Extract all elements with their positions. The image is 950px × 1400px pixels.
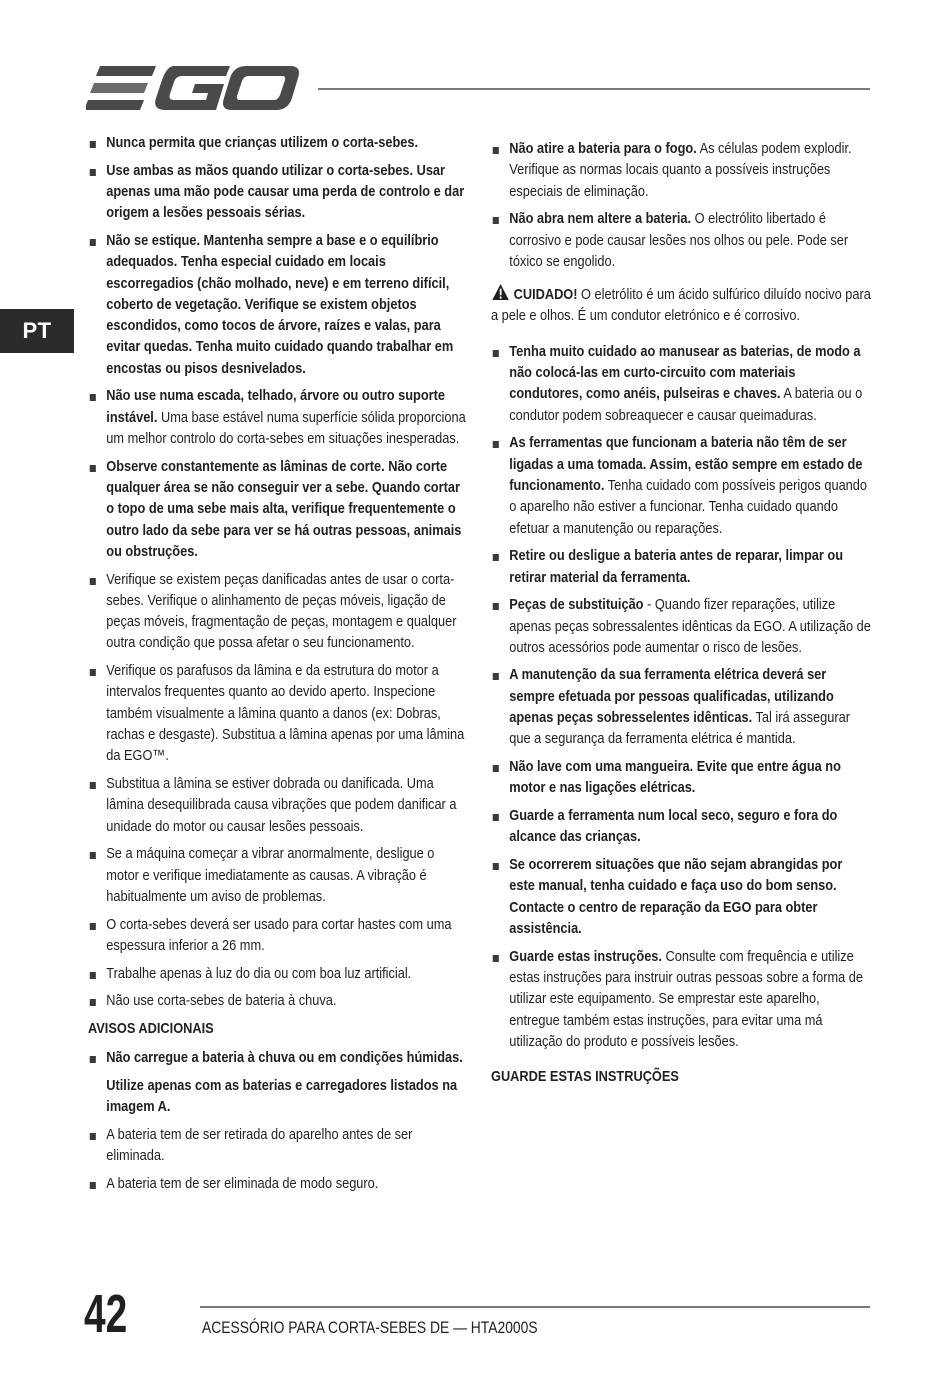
list-item bbox=[88, 1048, 468, 1069]
list-item bbox=[491, 855, 871, 940]
item-bold: Observe constantemente as lâminas de corte. Não corte qualquer área se não conseguir ver a sebe. Quando cortar o topo de uma sebe mais alta, verifique frequentemente o outro lado da sebe para ver se há outras pessoas, animais ou obstruções. bbox=[106, 458, 462, 560]
item-bold: Guarde estas instruções. bbox=[509, 948, 662, 965]
safety-list-left bbox=[88, 133, 468, 1013]
item-text: Verifique se existem peças danificadas antes de usar o corta-sebes. Verifique o alinhamento de peças móveis, ligação de peças móveis, fragmentação de peças, montagem e qualquer outra condição que possa afetar o seu funcionamento. bbox=[106, 571, 457, 652]
caution-notice bbox=[491, 283, 871, 328]
item-text: O electrólito libertado é corrosivo e pode causar lesões nos olhos ou pele. Pode ser tóxico se engolido. bbox=[509, 211, 849, 270]
item-bold: Se ocorrerem situações que não sejam abrangidas por este manual, tenha cuidado e faça uso do bom senso. Contacte o centro de reparação da EGO para obter assistência. bbox=[509, 857, 843, 937]
language-tab: PT bbox=[0, 309, 74, 353]
item-bold: Retire ou desligue a bateria antes de reparar, limpar ou retirar material da ferramenta. bbox=[509, 548, 844, 586]
item-text: Uma base estável numa superfície sólida proporciona um melhor controlo do corta-sebes em situações inesperadas. bbox=[106, 409, 466, 448]
item-text: As células podem explodir. Verifique as normas locais quanto a possíveis instruções especiais de eliminação. bbox=[509, 141, 852, 200]
item-bold: As ferramentas que funcionam a bateria não têm de ser ligadas a uma tomada. Assim, estão sempre em estado de funcionamento. bbox=[509, 435, 863, 494]
list-item bbox=[491, 757, 871, 800]
list-item bbox=[88, 1125, 468, 1168]
list-item bbox=[88, 133, 468, 154]
list-item bbox=[88, 991, 468, 1012]
item-text: A bateria tem de ser eliminada de modo seguro. bbox=[106, 1175, 379, 1192]
safety-list-right-bottom bbox=[491, 342, 871, 1053]
item-text: - Quando fizer reparações, utilize apenas peças sobressalentes idênticas da EGO. A utilização de outros acessórios pode aumentar o risco de lesões. bbox=[509, 597, 871, 656]
footer-title: ACESSÓRIO PARA CORTA-SEBES DE — HTA2000S bbox=[202, 1319, 538, 1337]
footer-rule bbox=[200, 1306, 870, 1308]
list-item bbox=[88, 161, 468, 225]
item-bold: A manutenção da sua ferramenta elétrica deverá ser sempre efetuada por pessoas qualificadas, utilizando apenas peças sobresselentes idênticas. bbox=[509, 667, 834, 727]
list-item bbox=[88, 231, 468, 380]
item-text: Tenha cuidado com possíveis perigos quando o aparelho não estiver a funcionar. Tenha cuidado quando efetuar a manutenção ou reparações. bbox=[509, 477, 868, 537]
item-bold: Não lave com uma mangueira. Evite que entre água no motor e nas ligações elétricas. bbox=[509, 759, 841, 797]
item-bold: Guarde a ferramenta num local seco, seguro e fora do alcance das crianças. bbox=[509, 808, 838, 846]
list-item bbox=[491, 139, 871, 203]
list-item bbox=[88, 844, 468, 908]
ego-logo bbox=[86, 60, 300, 116]
list-item bbox=[88, 386, 468, 450]
item-text: Não use corta-sebes de bateria à chuva. bbox=[106, 993, 337, 1010]
list-item bbox=[491, 806, 871, 849]
list-item bbox=[491, 433, 871, 539]
item-bold: Não abra nem altere a bateria. bbox=[509, 211, 692, 228]
warning-triangle-icon bbox=[491, 283, 510, 301]
item-bold: Não carregue a bateria à chuva ou em condições húmidas. bbox=[106, 1050, 463, 1067]
item-text: Substitua a lâmina se estiver dobrada ou danificada. Uma lâmina desequilibrada causa vibrações que podem danificar a unidade do motor ou causar lesões pessoais. bbox=[106, 776, 457, 835]
item-bold: Não use numa escada, telhado, árvore ou outro suporte instável. bbox=[106, 388, 445, 426]
item-text: Trabalhe apenas à luz do dia ou com boa luz artificial. bbox=[106, 965, 412, 982]
list-item bbox=[88, 915, 468, 958]
item-bold: Tenha muito cuidado ao manusear as baterias, de modo a não colocá-las em curto-circuito com materiais condutores, como anéis, pulseiras e chaves. bbox=[509, 343, 861, 403]
list-item bbox=[491, 947, 871, 1053]
list-item bbox=[88, 964, 468, 985]
item-text: A bateria ou o condutor podem sobreaquecer e causar queimaduras. bbox=[509, 386, 863, 424]
item-bold: Utilize apenas com as baterias e carregadores listados na imagem A. bbox=[106, 1077, 458, 1116]
item-bold: Não atire a bateria para o fogo. bbox=[509, 141, 697, 157]
caution-label: CUIDADO! bbox=[513, 287, 578, 304]
page-number: 42 bbox=[84, 1284, 128, 1344]
list-item bbox=[491, 665, 871, 750]
list-item-continuation bbox=[88, 1076, 468, 1119]
list-item bbox=[491, 546, 871, 589]
list-item bbox=[88, 774, 468, 838]
right-column bbox=[491, 139, 871, 1096]
list-item bbox=[88, 661, 468, 767]
caution-text: O eletrólito é um ácido sulfúrico diluído nocivo para a pele e olhos. É um condutor eletrónico e é corrosivo. bbox=[491, 287, 871, 325]
header-rule bbox=[318, 88, 870, 90]
item-bold: Nunca permita que crianças utilizem o corta-sebes. bbox=[106, 135, 419, 151]
additional-warnings-list bbox=[88, 1048, 468, 1195]
item-text: O corta-sebes deverá ser usado para cortar hastes com uma espessura inferior a 26 mm. bbox=[106, 916, 452, 954]
left-column bbox=[88, 133, 468, 1202]
item-text: A bateria tem de ser retirada do aparelho antes de ser eliminada. bbox=[106, 1126, 413, 1165]
list-item bbox=[88, 457, 468, 563]
list-item bbox=[88, 1174, 468, 1195]
safety-list-right-top bbox=[491, 139, 871, 273]
list-item bbox=[491, 342, 871, 427]
item-text: Consulte com frequência e utilize estas instruções para instruir outras pessoas sobre a forma de utilizar este equipamento. Se emprestar este aparelho, entregue também estas instruções, para evitar uma má utilização do produto e possíveis lesões. bbox=[509, 948, 863, 1050]
item-bold: Use ambas as mãos quando utilizar o corta-sebes. Usar apenas uma mão pode causar uma perda de controlo e dar origem a lesões pessoais sérias. bbox=[106, 162, 465, 222]
item-bold: Peças de substituição bbox=[509, 597, 644, 614]
list-item bbox=[491, 595, 871, 659]
section-heading: AVISOS ADICIONAIS bbox=[88, 1020, 214, 1037]
item-text: Tal irá assegurar que a segurança da ferramenta elétrica é mantida. bbox=[509, 710, 850, 748]
list-item bbox=[88, 570, 468, 655]
item-bold: Não se estique. Mantenha sempre a base e o equilíbrio adequados. Tenha especial cuidado em locais escorregadios (chão molhado, neve) e em terreno difícil, coberto de vegetação. Verifique se existem objetos escondidos, como tocos de árvore, raízes e valas, para evitar quedas. Tenha muito cuidado quando trabalhar em encostas ou pisos desnivelados. bbox=[106, 232, 454, 377]
item-text: Se a máquina começar a vibrar anormalmente, desligue o motor e verifique imediatamente as causas. A vibração é habitualmente um aviso de problemas. bbox=[106, 846, 435, 905]
closing-heading: GUARDE ESTAS INSTRUÇÕES bbox=[491, 1069, 679, 1086]
item-text: Verifique os parafusos da lâmina e da estrutura do motor a intervalos frequentes quanto ao devido aperto. Inspecione também visualmente a lâmina quanto a danos (ex: Dobras, rachas e desgaste). Substitua a lâmina apenas por uma lâmina da EGO™. bbox=[106, 663, 465, 765]
list-item bbox=[491, 209, 871, 273]
